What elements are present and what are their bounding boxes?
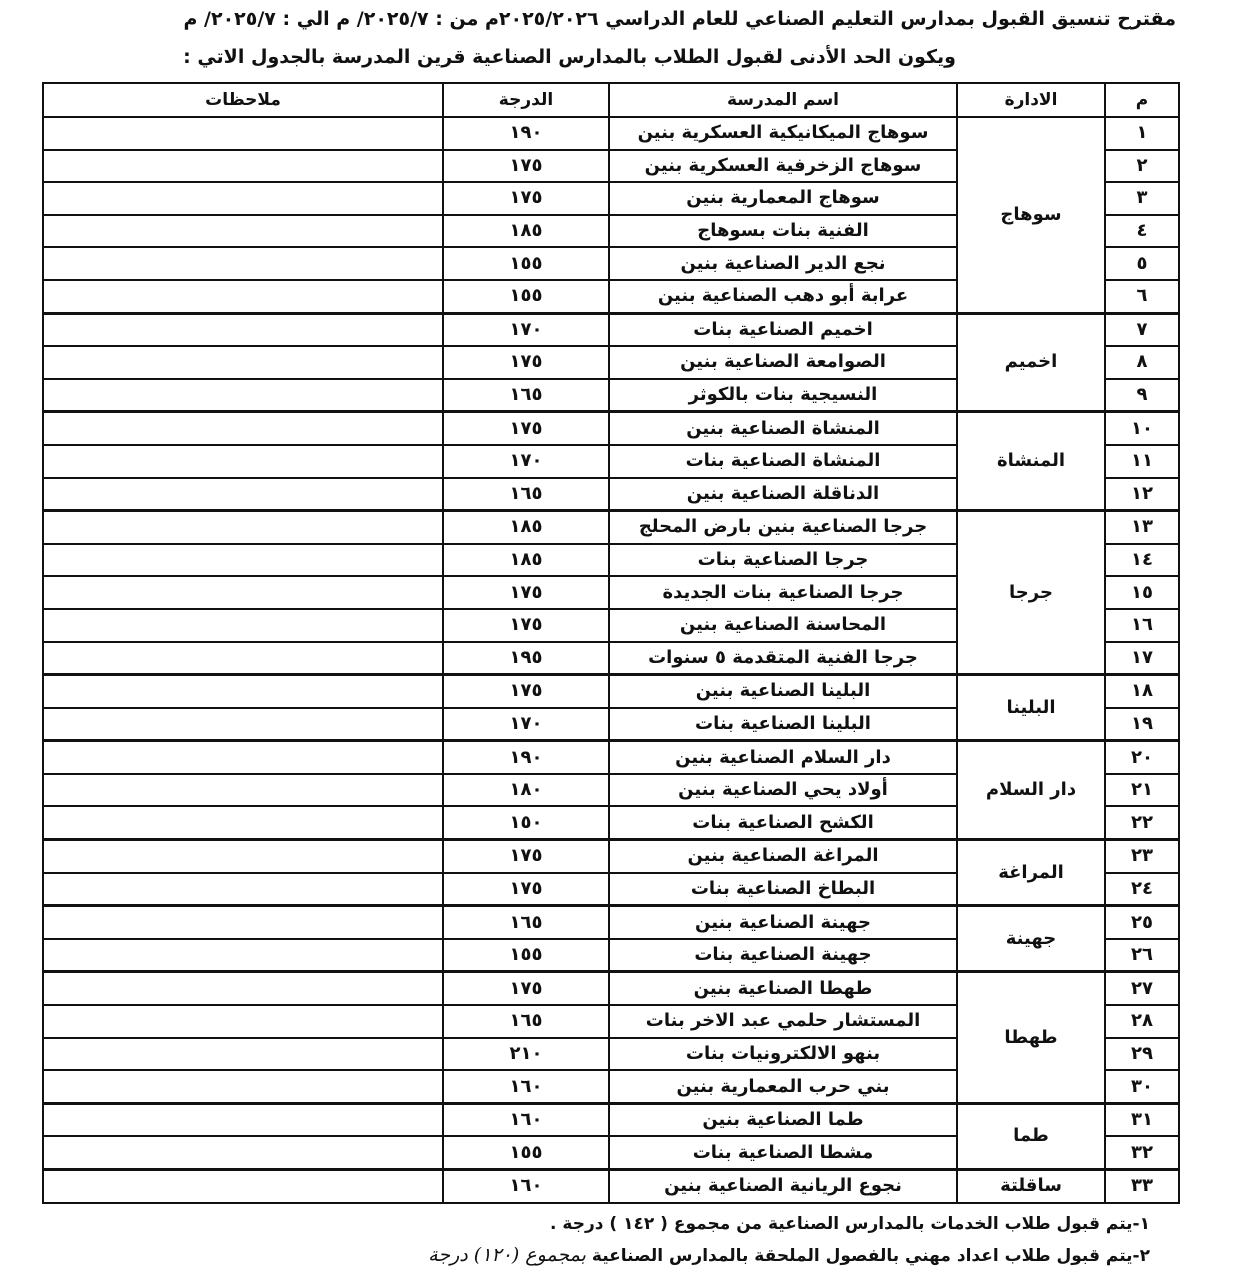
min-grade: ١٧٥	[443, 972, 609, 1005]
notes-cell	[43, 576, 443, 609]
notes-cell	[43, 906, 443, 939]
row-number: ١١	[1105, 445, 1179, 478]
row-number: ٣٢	[1105, 1136, 1179, 1169]
column-header-num: م	[1105, 83, 1179, 117]
row-number: ١٤	[1105, 544, 1179, 577]
row-number: ٥	[1105, 247, 1179, 280]
notes-cell	[43, 150, 443, 183]
min-grade: ١٦٥	[443, 379, 609, 412]
school-name: جرجا الصناعية بنات	[609, 544, 957, 577]
school-name: الصوامعة الصناعية بنين	[609, 346, 957, 379]
notes-cell	[43, 544, 443, 577]
school-name: المنشاة الصناعية بنين	[609, 412, 957, 445]
min-grade: ٢١٠	[443, 1038, 609, 1071]
department-cell: دار السلام	[957, 741, 1105, 840]
notes-cell	[43, 379, 443, 412]
row-number: ١٠	[1105, 412, 1179, 445]
row-number: ٢٨	[1105, 1005, 1179, 1038]
notes-cell	[43, 182, 443, 215]
school-name: جهينة الصناعية بنين	[609, 906, 957, 939]
notes-cell	[43, 412, 443, 445]
school-name: بنهو الالكترونيات بنات	[609, 1038, 957, 1071]
row-number: ١٧	[1105, 642, 1179, 675]
document-subtitle: ويكون الحد الأدنى لقبول الطلاب بالمدارس الصناعية قرين المدرسة بالجدول الاتي :	[183, 46, 956, 68]
min-grade: ١٧٥	[443, 576, 609, 609]
row-number: ٩	[1105, 379, 1179, 412]
table-row	[43, 972, 1179, 1005]
min-grade: ١٧٥	[443, 873, 609, 906]
column-header-notes: ملاحظات	[43, 83, 443, 117]
school-name: اخميم الصناعية بنات	[609, 313, 957, 346]
notes-cell	[43, 1103, 443, 1136]
row-number: ١٢	[1105, 478, 1179, 511]
notes-cell	[43, 117, 443, 150]
min-grade: ١٧٥	[443, 675, 609, 708]
department-cell: سوهاج	[957, 117, 1105, 313]
notes-cell	[43, 840, 443, 873]
notes-cell	[43, 1136, 443, 1169]
school-name: طما الصناعية بنين	[609, 1103, 957, 1136]
row-number: ١٩	[1105, 708, 1179, 741]
notes-cell	[43, 972, 443, 1005]
row-number: ٣٣	[1105, 1170, 1179, 1203]
school-name: الدناقلة الصناعية بنين	[609, 478, 957, 511]
row-number: ١	[1105, 117, 1179, 150]
school-name: طهطا الصناعية بنين	[609, 972, 957, 1005]
row-number: ٢٩	[1105, 1038, 1179, 1071]
school-name: نجع الدير الصناعية بنين	[609, 247, 957, 280]
table-row	[43, 313, 1179, 346]
notes-cell	[43, 215, 443, 248]
min-grade: ١٦٠	[443, 1070, 609, 1103]
department-cell: المراغة	[957, 840, 1105, 906]
notes-cell	[43, 1038, 443, 1071]
row-number: ٢٣	[1105, 840, 1179, 873]
school-name: مشطا الصناعية بنات	[609, 1136, 957, 1169]
min-grade: ١٧٠	[443, 708, 609, 741]
department-cell: اخميم	[957, 313, 1105, 412]
department-cell: المنشاة	[957, 412, 1105, 511]
notes-cell	[43, 873, 443, 906]
row-number: ٧	[1105, 313, 1179, 346]
school-name: الفنية بنات بسوهاج	[609, 215, 957, 248]
notes-cell	[43, 313, 443, 346]
min-grade: ١٩٠	[443, 117, 609, 150]
min-grade: ١٩٠	[443, 741, 609, 774]
row-number: ١٣	[1105, 511, 1179, 544]
school-name: المستشار حلمي عبد الاخر بنات	[609, 1005, 957, 1038]
row-number: ٢	[1105, 150, 1179, 183]
row-number: ٢٤	[1105, 873, 1179, 906]
column-header-grade: الدرجة	[443, 83, 609, 117]
notes-cell	[43, 478, 443, 511]
school-name: النسيجية بنات بالكوثر	[609, 379, 957, 412]
min-grade: ١٥٥	[443, 939, 609, 972]
table-row	[43, 117, 1179, 150]
school-name: جرجا الصناعية بنات الجديدة	[609, 576, 957, 609]
school-name: جهينة الصناعية بنات	[609, 939, 957, 972]
min-grade: ١٧٠	[443, 313, 609, 346]
column-header-dept: الادارة	[957, 83, 1105, 117]
notes-cell	[43, 1170, 443, 1203]
notes-cell	[43, 939, 443, 972]
footnote-vocational-text: ٢-يتم قبول طلاب اعداد مهني بالفصول الملحقة بالمدارس الصناعية	[591, 1246, 1150, 1266]
min-grade: ١٥٠	[443, 806, 609, 839]
row-number: ٣	[1105, 182, 1179, 215]
min-grade: ١٧٥	[443, 346, 609, 379]
notes-cell	[43, 1005, 443, 1038]
notes-cell	[43, 609, 443, 642]
row-number: ٢٥	[1105, 906, 1179, 939]
notes-cell	[43, 1070, 443, 1103]
min-grade: ١٧٥	[443, 182, 609, 215]
min-grade: ١٦٠	[443, 1170, 609, 1203]
min-grade: ١٧٥	[443, 840, 609, 873]
row-number: ١٦	[1105, 609, 1179, 642]
min-grade: ١٧٥	[443, 412, 609, 445]
row-number: ٨	[1105, 346, 1179, 379]
min-grade: ١٥٥	[443, 247, 609, 280]
footnote-vocational	[428, 1244, 1150, 1266]
row-number: ٢٧	[1105, 972, 1179, 1005]
table-row	[43, 511, 1179, 544]
min-grade: ١٦٠	[443, 1103, 609, 1136]
notes-cell	[43, 774, 443, 807]
table-row	[43, 741, 1179, 774]
school-name: دار السلام الصناعية بنين	[609, 741, 957, 774]
school-name: بني حرب المعمارية بنين	[609, 1070, 957, 1103]
handwritten-note: بمجموع (١٢٠) درجة	[428, 1244, 586, 1266]
school-name: البطاخ الصناعية بنات	[609, 873, 957, 906]
table-row	[43, 840, 1179, 873]
row-number: ٢٢	[1105, 806, 1179, 839]
row-number: ٣٠	[1105, 1070, 1179, 1103]
school-name: نجوع الريانية الصناعية بنين	[609, 1170, 957, 1203]
school-name: سوهاج المعمارية بنين	[609, 182, 957, 215]
min-grade: ١٧٥	[443, 150, 609, 183]
notes-cell	[43, 511, 443, 544]
school-name: أولاد يحي الصناعية بنين	[609, 774, 957, 807]
notes-cell	[43, 346, 443, 379]
min-grade: ١٦٥	[443, 906, 609, 939]
min-grade: ١٦٥	[443, 1005, 609, 1038]
table-row	[43, 675, 1179, 708]
department-cell: جرجا	[957, 511, 1105, 675]
column-header-school: اسم المدرسة	[609, 83, 957, 117]
admission-table	[42, 82, 1180, 1204]
school-name: المراغة الصناعية بنين	[609, 840, 957, 873]
table-body	[43, 117, 1179, 1203]
school-name: البلينا الصناعية بنين	[609, 675, 957, 708]
min-grade: ١٥٥	[443, 1136, 609, 1169]
row-number: ١٨	[1105, 675, 1179, 708]
department-cell: ساقلتة	[957, 1170, 1105, 1203]
school-name: الكشح الصناعية بنات	[609, 806, 957, 839]
row-number: ٣١	[1105, 1103, 1179, 1136]
table-row	[43, 1170, 1179, 1203]
notes-cell	[43, 675, 443, 708]
min-grade: ١٨٥	[443, 544, 609, 577]
school-name: جرجا الصناعية بنين بارض المحلج	[609, 511, 957, 544]
table-header-row	[43, 83, 1179, 117]
department-cell: البلينا	[957, 675, 1105, 741]
school-name: المحاسنة الصناعية بنين	[609, 609, 957, 642]
table-row	[43, 906, 1179, 939]
school-name: جرجا الفنية المتقدمة ٥ سنوات	[609, 642, 957, 675]
min-grade: ١٦٥	[443, 478, 609, 511]
row-number: ٢١	[1105, 774, 1179, 807]
notes-cell	[43, 806, 443, 839]
document-title: مقترح تنسيق القبول بمدارس التعليم الصناعي للعام الدراسي ٢٠٢٥/٢٠٢٦م من : ٢٠٢٥/٧/ م الي : ٢٠٢٥/٧/ م	[183, 8, 1176, 30]
school-name: سوهاج الزخرفية العسكرية بنين	[609, 150, 957, 183]
department-cell: طما	[957, 1103, 1105, 1169]
school-name: سوهاج الميكانيكية العسكرية بنين	[609, 117, 957, 150]
min-grade: ١٨٥	[443, 511, 609, 544]
footnote-services: ١-يتم قبول طلاب الخدمات بالمدارس الصناعية من مجموع ( ١٤٢ ) درجة .	[550, 1214, 1150, 1234]
min-grade: ١٧٠	[443, 445, 609, 478]
table-row	[43, 412, 1179, 445]
min-grade: ١٥٥	[443, 280, 609, 313]
row-number: ٤	[1105, 215, 1179, 248]
row-number: ٢٠	[1105, 741, 1179, 774]
min-grade: ١٧٥	[443, 609, 609, 642]
row-number: ٦	[1105, 280, 1179, 313]
notes-cell	[43, 280, 443, 313]
notes-cell	[43, 708, 443, 741]
department-cell: جهينة	[957, 906, 1105, 972]
notes-cell	[43, 642, 443, 675]
notes-cell	[43, 247, 443, 280]
department-cell: طهطا	[957, 972, 1105, 1103]
table-row	[43, 1103, 1179, 1136]
school-name: البلينا الصناعية بنات	[609, 708, 957, 741]
min-grade: ١٩٥	[443, 642, 609, 675]
notes-cell	[43, 445, 443, 478]
row-number: ١٥	[1105, 576, 1179, 609]
row-number: ٢٦	[1105, 939, 1179, 972]
school-name: عرابة أبو دهب الصناعية بنين	[609, 280, 957, 313]
notes-cell	[43, 741, 443, 774]
school-name: المنشاة الصناعية بنات	[609, 445, 957, 478]
min-grade: ١٨٠	[443, 774, 609, 807]
min-grade: ١٨٥	[443, 215, 609, 248]
